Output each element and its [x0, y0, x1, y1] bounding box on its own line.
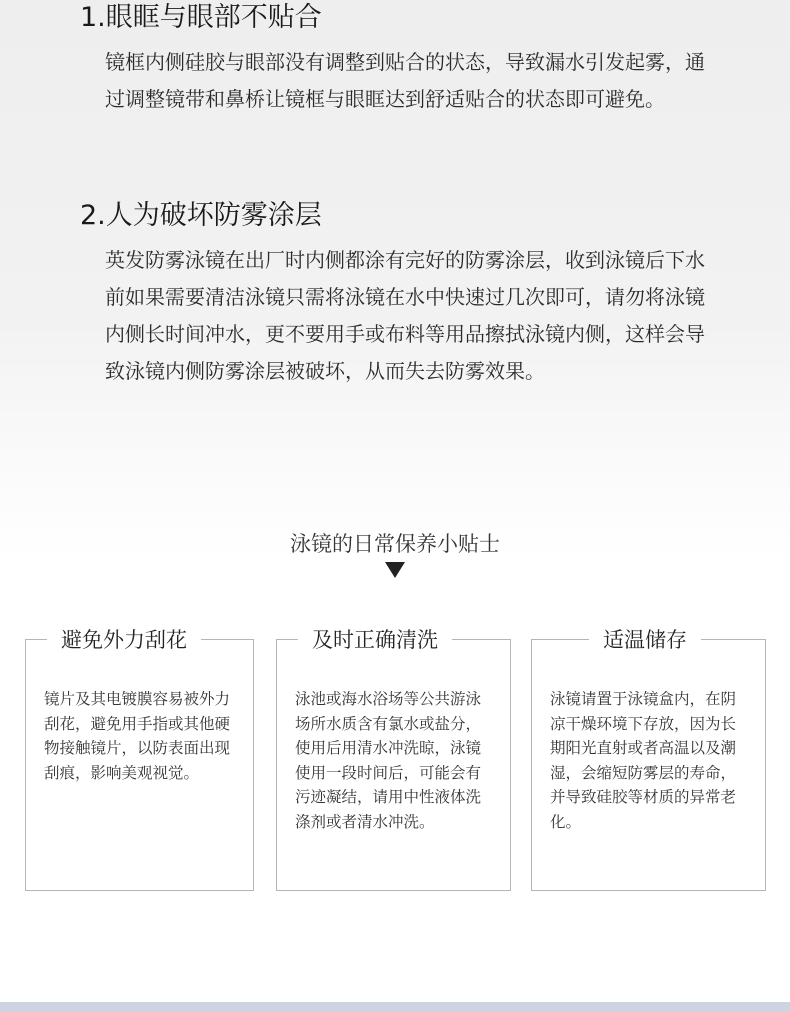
card-title: 避免外力刮花	[61, 628, 187, 652]
section-title: 1.眼眶与眼部不贴合	[80, 2, 322, 33]
card-divider	[452, 639, 511, 640]
card-divider	[25, 639, 47, 640]
card-divider	[531, 639, 589, 640]
down-triangle-icon	[385, 562, 405, 578]
care-card-storage	[531, 628, 766, 891]
card-body: 泳池或海水浴场等公共游泳场所水质含有氯水或盐分，使用后用清水冲洗晾，泳镜使用一段时间后，可能会有污迹凝结，请用中性液体洗涤剂或者清水冲洗。	[295, 690, 482, 831]
section-body: 英发防雾泳镜在出厂时内侧都涂有完好的防雾涂层，收到泳镜后下水前如果需要清洁泳镜只需将泳镜在水中快速过几次即可，请勿将泳镜内侧长时间冲水，更不要用手或布料等用品擦拭泳镜内侧，这样会导致泳镜内侧防雾涂层被破坏，从而失去防雾效果。	[105, 248, 705, 383]
card-body: 泳镜请置于泳镜盒内，在阴凉干燥环境下存放，因为长期阳光直射或者高温以及潮湿，会缩短防雾层的寿命，并导致硅胶等材质的异常老化。	[550, 690, 737, 831]
card-header	[531, 620, 766, 658]
card-header	[25, 620, 254, 658]
care-card-cleaning	[276, 628, 511, 891]
card-header	[276, 620, 511, 658]
tips-heading: 泳镜的日常保养小贴士	[290, 532, 500, 556]
tip-section-2	[80, 198, 740, 390]
card-title: 及时正确清洗	[312, 628, 438, 652]
card-divider	[201, 639, 254, 640]
card-body: 镜片及其电镀膜容易被外力刮花，避免用手指或其他硬物接触镜片，以防表面出现刮痕，影响美观视觉。	[44, 690, 231, 782]
card-title: 适温储存	[603, 628, 687, 652]
section-body: 镜框内侧硅胶与眼部没有调整到贴合的状态，导致漏水引发起雾，通过调整镜带和鼻桥让镜框与眼眶达到舒适贴合的状态即可避免。	[105, 50, 705, 111]
section-title: 2.人为破坏防雾涂层	[80, 200, 322, 231]
card-divider	[276, 639, 298, 640]
bottom-bar	[0, 1002, 790, 1011]
tip-section-1	[80, 0, 740, 118]
care-card-scratch	[25, 628, 254, 891]
card-divider	[701, 639, 766, 640]
